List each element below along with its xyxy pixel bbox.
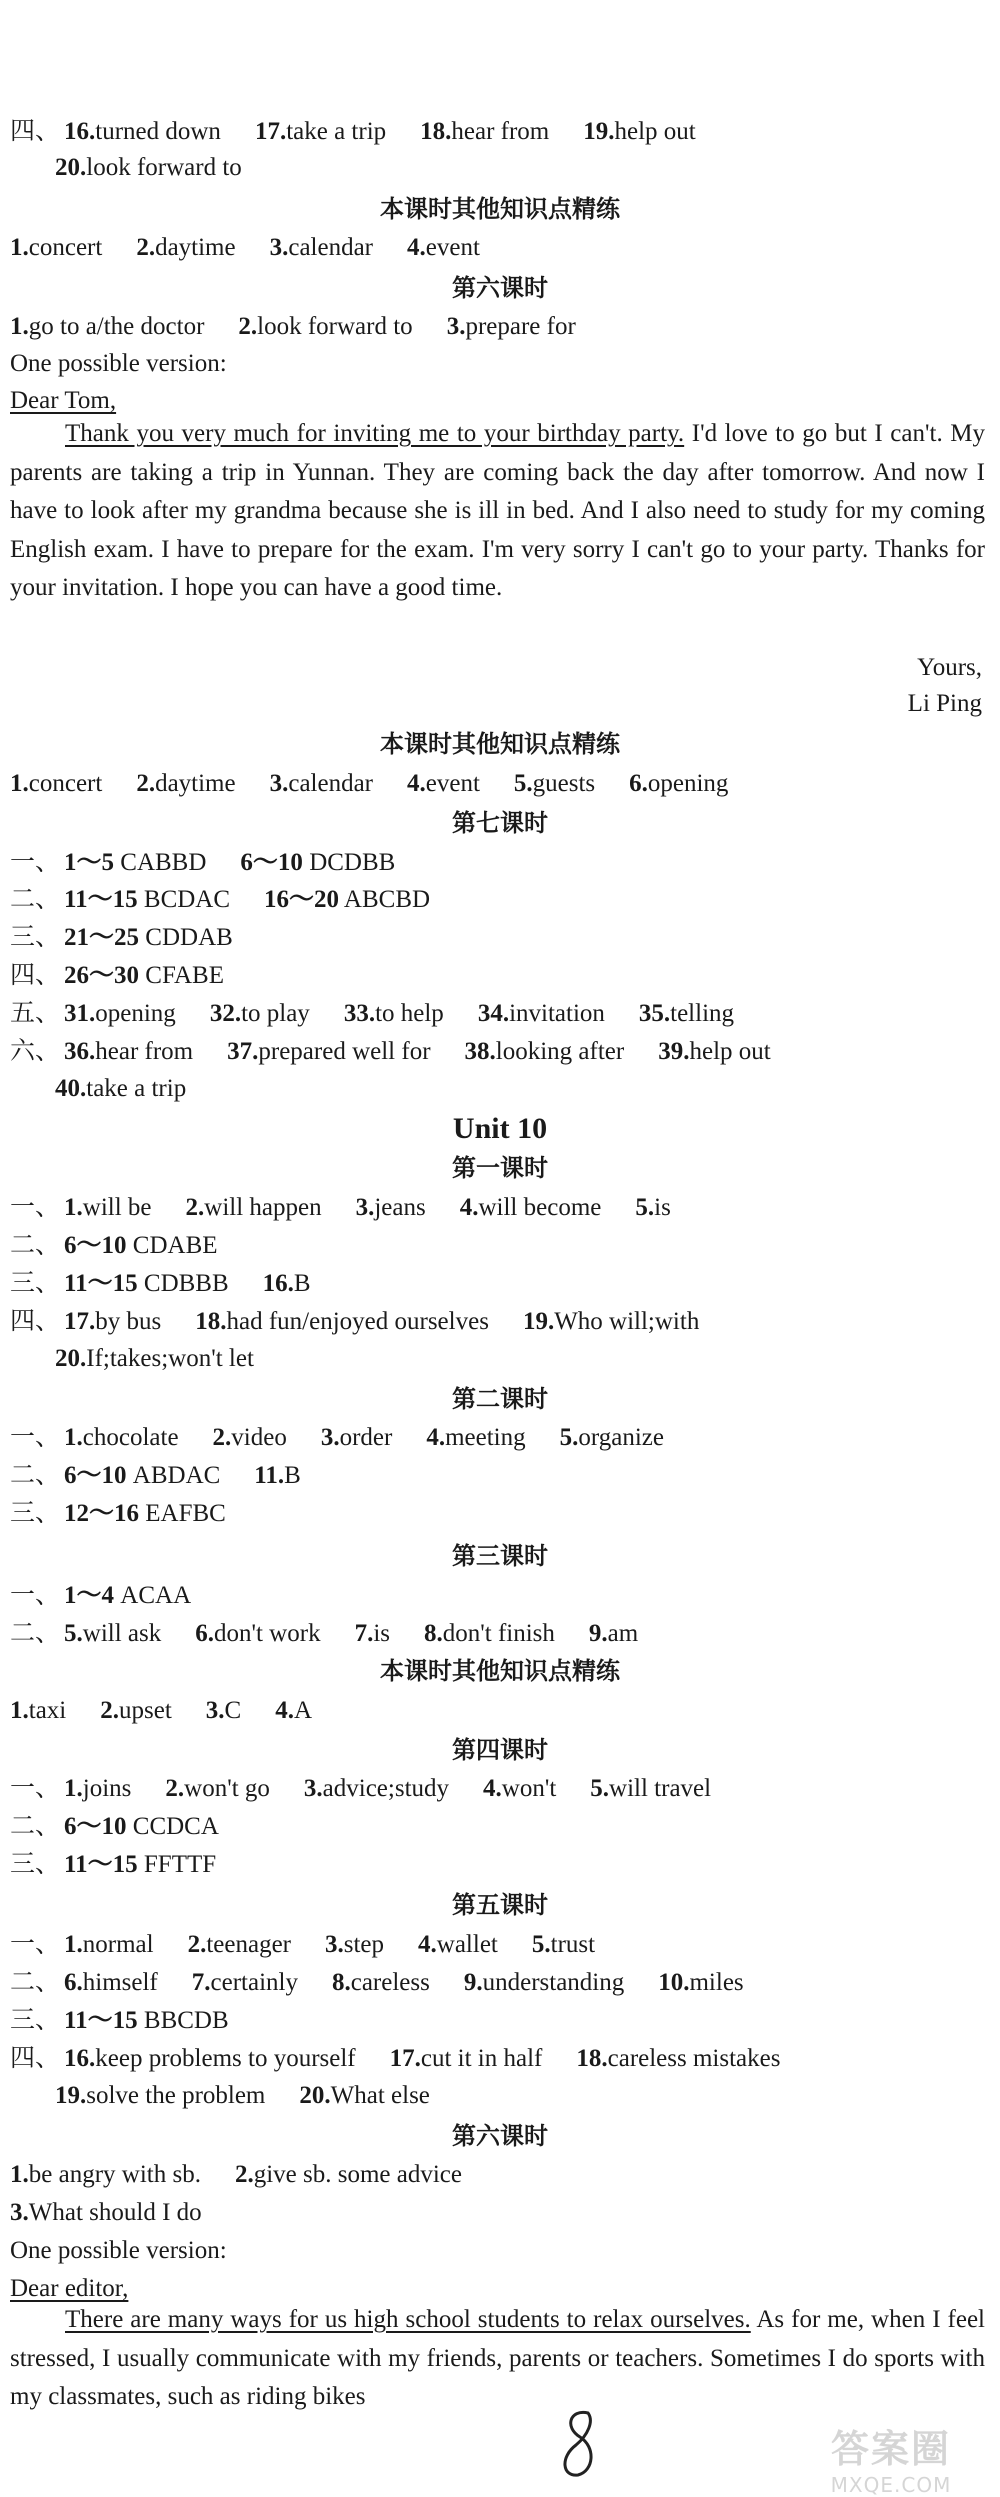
section-number: 四、 [10, 2045, 61, 2072]
answer-line [10, 311, 980, 343]
answer-item: 2.video [212, 1424, 287, 1451]
answer-line [10, 2005, 980, 2037]
section-heading: 本课时其他知识点精练 [380, 1657, 620, 1685]
answer-item: 1.joins [64, 1775, 132, 1802]
answer-item: 11～15 BCDAC [64, 886, 231, 913]
answer-item: 4.won't [483, 1775, 557, 1802]
answer-line [10, 998, 980, 1030]
answer-item: 18.had fun/enjoyed ourselves [195, 1308, 489, 1335]
answer-item: 1.concert [10, 770, 103, 797]
answer-line [10, 1929, 980, 1961]
answer-item: 2.daytime [136, 770, 236, 797]
answer-item: 6～10 CDABE [64, 1232, 218, 1259]
section-heading: 第七课时 [452, 809, 548, 837]
answer-item: 20.What else [299, 2082, 430, 2109]
answer-item: 6.don't work [195, 1620, 321, 1647]
answer-line [10, 1811, 980, 1843]
answer-item: 1.normal [64, 1931, 154, 1958]
section-number: 一、 [10, 1931, 61, 1958]
answer-line [55, 1073, 980, 1105]
answer-item: 35.telling [638, 1000, 735, 1027]
answer-item: 18.hear from [420, 118, 550, 145]
answer-item: 4.A [275, 1697, 313, 1724]
unit-title: Unit 10 [452, 1112, 548, 1145]
section-number: 六、 [10, 1038, 61, 1065]
answer-item: 2.won't go [165, 1775, 270, 1802]
answer-item: 3.What should I do [10, 2199, 202, 2226]
answer-item: 18.careless mistakes [576, 2045, 781, 2072]
answer-item: 2.look forward to [238, 313, 413, 340]
answer-item: 37.prepared well for [227, 1038, 431, 1065]
section-number: 二、 [10, 1813, 61, 1840]
section-number: 一、 [10, 1194, 61, 1221]
section-number: 二、 [10, 1620, 61, 1647]
letter-salutation: Dear Tom, [10, 387, 117, 414]
answer-line [10, 1773, 980, 1805]
section-heading: 第二课时 [452, 1385, 548, 1413]
section-number: 一、 [10, 1424, 61, 1451]
section-number: 一、 [10, 849, 61, 876]
answer-line [10, 2159, 980, 2191]
watermark-logo: 答案圈 MXQE.COM [830, 2427, 952, 2497]
answer-item: 3.calendar [269, 770, 373, 797]
answer-item: 6.himself [64, 1969, 158, 1996]
section-number: 三、 [10, 1851, 61, 1878]
answer-line [10, 960, 980, 992]
section-number: 三、 [10, 1500, 61, 1527]
section-number: 四、 [10, 1308, 61, 1335]
answer-item: 2.upset [100, 1697, 172, 1724]
answer-item: 8.don't finish [424, 1620, 555, 1647]
answer-item: 5.is [635, 1194, 671, 1221]
section-number: 二、 [10, 1969, 61, 1996]
answer-line [10, 116, 980, 148]
answer-item: 5.will travel [590, 1775, 712, 1802]
section-heading: 第四课时 [452, 1736, 548, 1764]
answer-line [10, 1695, 980, 1727]
answer-item: 4.will become [459, 1194, 602, 1221]
answer-item: 16.turned down [64, 118, 221, 145]
answer-item: 32.to play [209, 1000, 310, 1027]
section-number: 三、 [10, 924, 61, 951]
answer-item: 20.look forward to [55, 154, 242, 181]
answer-item: 12～16 EAFBC [64, 1500, 226, 1527]
section-number: 三、 [10, 2007, 61, 2034]
section-number: 二、 [10, 1462, 61, 1489]
answer-item: 6～10 DCDBB [240, 849, 396, 876]
answer-item: 3.order [320, 1424, 393, 1451]
answer-item: 16.keep problems to yourself [64, 2045, 356, 2072]
section-number: 四、 [10, 118, 61, 145]
answer-line [10, 1460, 980, 1492]
answer-line [10, 1498, 980, 1530]
section-heading: 第六课时 [452, 274, 548, 302]
answer-line [10, 1230, 980, 1262]
answer-item: 2.daytime [136, 234, 236, 261]
section-number: 一、 [10, 1775, 61, 1802]
answer-item: 3.prepare for [446, 313, 576, 340]
answer-item: 9.understanding [463, 1969, 625, 1996]
answer-item: 5.will ask [64, 1620, 162, 1647]
answer-item: 26～30 CFABE [64, 962, 225, 989]
answer-item: 6.opening [629, 770, 729, 797]
answer-item: 10.miles [658, 1969, 744, 1996]
answer-item: 11～15 FFTTF [64, 1851, 217, 1878]
answer-item: 21～25 CDDAB [64, 924, 233, 951]
answer-item: 19.help out [583, 118, 696, 145]
answer-line [55, 2080, 980, 2112]
answer-item: 11～15 BBCDB [64, 2007, 229, 2034]
answer-item: 11～15 CDBBB [64, 1270, 229, 1297]
answer-item: 34.invitation [477, 1000, 605, 1027]
answer-item: 3.step [325, 1931, 385, 1958]
answer-item: 16～20 ABCBD [264, 886, 431, 913]
answer-line [10, 1192, 980, 1224]
text-line: One possible version: [10, 2237, 227, 2264]
answer-line [10, 1036, 980, 1068]
answer-item: 8.careless [331, 1969, 430, 1996]
answer-item: 5.organize [559, 1424, 664, 1451]
text-line: One possible version: [10, 350, 227, 377]
answer-item: 4.meeting [426, 1424, 526, 1451]
section-heading: 本课时其他知识点精练 [380, 195, 620, 223]
answer-item: 7.is [354, 1620, 391, 1647]
answer-line [10, 2043, 980, 2075]
answer-item: 3.jeans [355, 1194, 426, 1221]
section-heading: 第五课时 [452, 1891, 548, 1919]
answer-line [10, 1268, 980, 1300]
letter-paragraph-2: There are many ways for us high school students to relax ourselves. As for me, when I feel stressed, I usually communicate with my friends, parents or teachers. Sometimes I do sports with my classmates, such as riding bikes [10, 2306, 985, 2410]
answer-item: 1.be angry with sb. [10, 2161, 201, 2188]
answer-item: 2.teenager [187, 1931, 291, 1958]
answer-line [10, 1849, 980, 1881]
answer-item: 2.will happen [185, 1194, 322, 1221]
section-number: 二、 [10, 1232, 61, 1259]
section-number: 四、 [10, 962, 61, 989]
answer-item: 17.cut it in half [389, 2045, 543, 2072]
answer-item: 16.B [262, 1270, 311, 1297]
answer-item: 1～4 ACAA [64, 1582, 192, 1609]
svg-text:8: 8 [550, 2483, 551, 2484]
answer-item: 9.am [588, 1620, 639, 1647]
answer-item: 11.B [254, 1462, 301, 1489]
answer-item: 3.C [205, 1697, 242, 1724]
answer-line [10, 1422, 980, 1454]
letter-paragraph-1: Thank you very much for inviting me to your birthday party. I'd love to go but I can't. My parents are taking a trip in Yunnan. They are coming back the day after tomorrow. And now I have to look after my grandma because she is ill in bed. And I also need to study for my coming English exam. I have to prepare for the exam. I'm very sorry I can't go to your party. Thanks for your invitation. I hope you can have a good time. [10, 420, 985, 601]
answer-item: 31.opening [64, 1000, 176, 1027]
section-heading: 第六课时 [452, 2122, 548, 2150]
answer-line [10, 922, 980, 954]
answer-item: 6～10 CCDCA [64, 1813, 219, 1840]
answer-line [55, 152, 980, 184]
answer-item: 17.take a trip [254, 118, 387, 145]
section-heading: 第三课时 [452, 1542, 548, 1570]
answer-item: 17.by bus [64, 1308, 162, 1335]
answer-item: 38.looking after [464, 1038, 625, 1065]
answer-item: 1.concert [10, 234, 103, 261]
answer-item: 3.advice;study [303, 1775, 450, 1802]
answer-line [10, 1967, 980, 1999]
letter-salutation: Dear editor, [10, 2275, 129, 2302]
letter-signoff: Yours, [917, 654, 982, 681]
answer-line [10, 768, 980, 800]
answer-item: 2.give sb. some advice [234, 2161, 462, 2188]
answer-item: 36.hear from [64, 1038, 194, 1065]
answer-item: 3.calendar [269, 234, 373, 261]
section-number: 三、 [10, 1270, 61, 1297]
answer-line [10, 2197, 980, 2229]
answer-item: 1.chocolate [64, 1424, 179, 1451]
answer-item: 4.event [407, 770, 480, 797]
answer-item: 1.taxi [10, 1697, 67, 1724]
answer-item: 4.wallet [418, 1931, 498, 1958]
answer-item: 7.certainly [191, 1969, 298, 1996]
answer-line [10, 847, 980, 879]
section-number: 五、 [10, 1000, 61, 1027]
answer-item: 1～5 CABBD [64, 849, 207, 876]
answer-item: 4.event [407, 234, 480, 261]
answer-line [55, 1343, 980, 1375]
section-number: 二、 [10, 886, 61, 913]
handwritten-page-number [550, 2405, 610, 2485]
letter-signoff: Li Ping [907, 690, 982, 717]
answer-line [10, 1580, 980, 1612]
answer-item: 1.go to a/the doctor [10, 313, 205, 340]
answer-item: 19.solve the problem [55, 2082, 266, 2109]
answer-line [10, 1306, 980, 1338]
answer-item: 20.If;takes;won't let [55, 1345, 254, 1372]
answer-item: 33.to help [343, 1000, 444, 1027]
answer-line [10, 1618, 980, 1650]
answer-line [10, 884, 980, 916]
answer-item: 40.take a trip [55, 1075, 187, 1102]
answer-item: 19.Who will;with [522, 1308, 700, 1335]
section-number: 一、 [10, 1582, 61, 1609]
section-heading: 本课时其他知识点精练 [380, 730, 620, 758]
answer-line [10, 232, 980, 264]
section-heading: 第一课时 [452, 1154, 548, 1182]
answer-item: 5.trust [531, 1931, 596, 1958]
answer-item: 5.guests [513, 770, 596, 797]
answer-item: 6～10 ABDAC [64, 1462, 221, 1489]
answer-item: 39.help out [658, 1038, 771, 1065]
answer-item: 1.will be [64, 1194, 152, 1221]
